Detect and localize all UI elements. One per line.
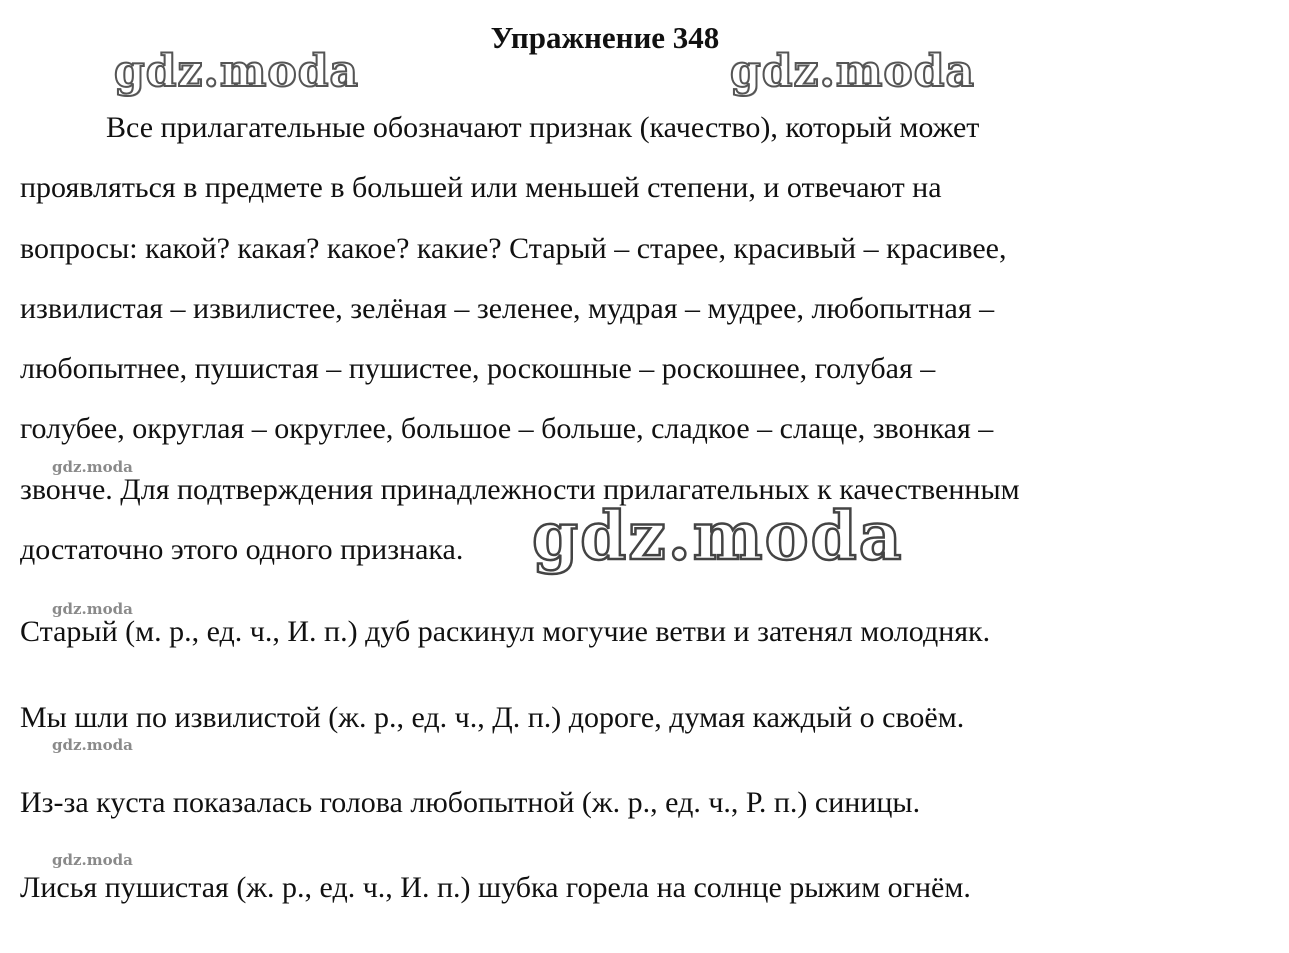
paragraph-line: извилистая – извилистее, зелёная – зеленее, мудрая – мудрее, любопытная – (20, 291, 995, 325)
watermark-small: gdz.moda (52, 851, 133, 869)
watermark-small: gdz.moda (52, 736, 133, 754)
paragraph-line: любопытнее, пушистая – пушистее, роскошные – роскошнее, голубая – (20, 352, 936, 386)
paragraph-line: достаточно этого одного признака. (20, 533, 464, 567)
exercise-title: Упражнение 348 (490, 20, 720, 55)
paragraph-line: вопросы: какой? какая? какое? какие? Старый – старее, красивый – красивее, (20, 231, 1007, 265)
paragraph-line: звонче. Для подтверждения принадлежности прилагательных к качественным (20, 472, 1020, 506)
watermark-logo: gdz.moda (730, 46, 976, 97)
watermark-logo: gdz.moda (114, 46, 360, 97)
example-sentence-3: Из-за куста показалась голова любопытной (ж. р., ед. ч., Р. п.) синицы. (20, 786, 921, 819)
paragraph-line: проявляться в предмете в большей или меньшей степени, и отвечают на (20, 171, 942, 205)
watermark-small: gdz.moda (52, 600, 133, 618)
paragraph-line: голубее, округлая – округлее, большое – больше, сладкое – слаще, звонкая – (20, 412, 994, 446)
watermark-small: gdz.moda (52, 458, 133, 476)
watermark-logo-center: gdz.moda (532, 497, 904, 575)
paragraph-line: Все прилагательные обозначают признак (качество), который может (106, 111, 980, 144)
example-sentence-2: Мы шли по извилистой (ж. р., ед. ч., Д. п.) дороге, думая каждый о своём. (20, 701, 965, 734)
example-sentence-1: Старый (м. р., ед. ч., И. п.) дуб раскинул могучие ветви и затенял молодняк. (20, 615, 991, 648)
example-sentence-4: Лисья пушистая (ж. р., ед. ч., И. п.) шубка горела на солнце рыжим огнём. (20, 871, 971, 904)
